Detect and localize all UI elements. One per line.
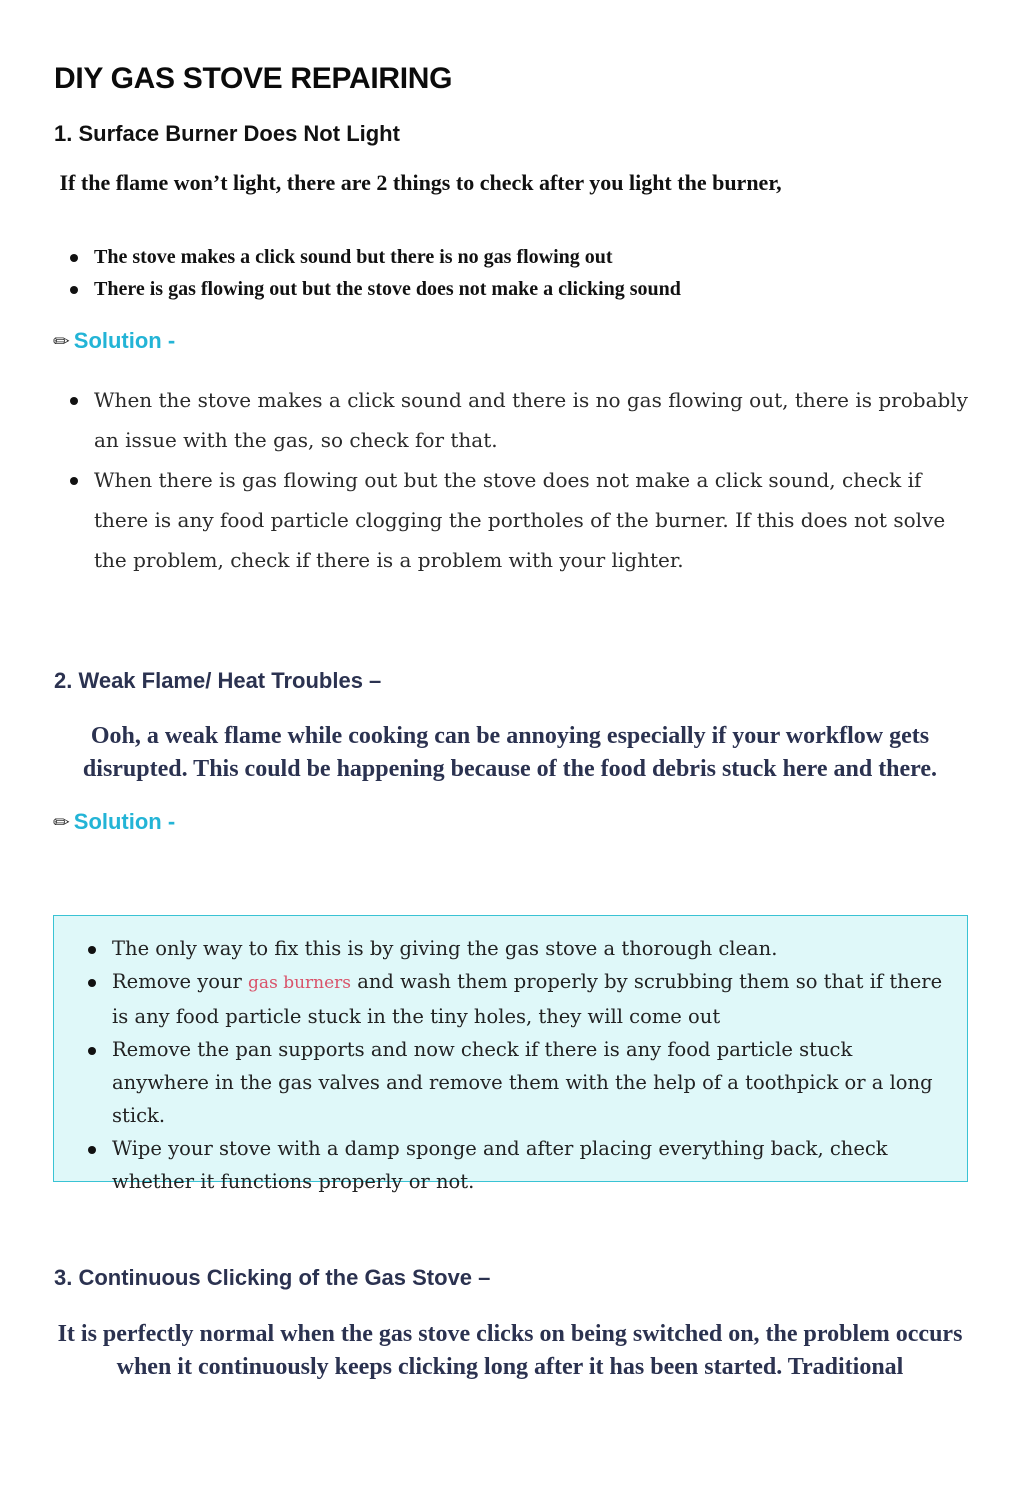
- pencil-icon: ✏: [53, 331, 70, 353]
- list-item-text: The only way to fix this is by giving the gas stove a thorough clean.: [112, 937, 778, 960]
- list-item: [54, 380, 974, 460]
- bullet-icon: [70, 397, 78, 405]
- list-item: [72, 932, 952, 965]
- list-item-text: Remove your: [112, 970, 249, 993]
- pencil-icon: ✏: [53, 812, 70, 834]
- list-item-text: Wipe your stove with a damp sponge and after placing everything back, check whether it functions properly or not.: [112, 1137, 888, 1193]
- section2-paragraph: Ooh, a weak flame while cooking can be annoying especially if your workflow gets disrupted. This could be happening because of the food debris stuck here and there.: [82, 723, 938, 782]
- section2-solution-label: [53, 809, 175, 835]
- section1-solution-label: [53, 328, 175, 354]
- list-item-text: There is gas flowing out but the stove does not make a clicking sound: [94, 278, 681, 300]
- bullet-icon: [70, 477, 78, 485]
- list-item-text: When there is gas flowing out but the stove does not make a click sound, check if there is any food particle clogging the portholes of the burner. If this does not solve the problem, check if there is a problem with your lighter.: [94, 468, 946, 572]
- list-item: [54, 273, 954, 305]
- list-item: [72, 1033, 952, 1132]
- bullet-icon: [88, 1146, 96, 1154]
- list-item: [72, 965, 952, 1033]
- list-item: [54, 241, 954, 273]
- section1-solution-list: [54, 380, 974, 580]
- bullet-icon: [88, 1047, 96, 1055]
- list-item-text: The stove makes a click sound but there is no gas flowing out: [94, 246, 613, 268]
- section1-intro-text: If the flame won’t light, there are 2 things to check after you light the burner,: [59, 170, 782, 195]
- section1-heading: 1. Surface Burner Does Not Light: [54, 121, 400, 146]
- solution-label-text: Solution -: [73, 328, 176, 353]
- page-title: DIY GAS STOVE REPAIRING: [54, 62, 453, 95]
- list-item-text: and wash them properly by scrubbing them so that if there is any food particle stuck in the tiny holes, they will come out: [112, 970, 943, 1028]
- section3-paragraph: It is perfectly normal when the gas stove clicks on being switched on, the problem occurs when it continuously keeps clicking long after it has been started. Traditional: [57, 1321, 963, 1380]
- section2-steps-list: [72, 932, 952, 1198]
- list-item: [54, 460, 974, 580]
- list-item-text: When the stove makes a click sound and there is no gas flowing out, there is probably an issue with the gas, so check for that.: [94, 388, 968, 452]
- section2-heading: 2. Weak Flame/ Heat Troubles –: [54, 668, 382, 693]
- bullet-icon: [70, 286, 78, 294]
- bullet-icon: [88, 946, 96, 954]
- list-item-text: Remove the pan supports and now check if there is any food particle stuck anywhere in the gas valves and remove them with the help of a toothpick or a long stick.: [112, 1038, 933, 1127]
- solution-label-text: Solution -: [73, 809, 176, 834]
- solution-box: [53, 915, 968, 1193]
- section1-check-list: [54, 241, 954, 305]
- section1-intro: [54, 170, 894, 195]
- bullet-icon: [88, 979, 96, 987]
- list-item: [72, 1132, 952, 1198]
- gas-burners-link[interactable]: gas burners: [248, 973, 352, 993]
- section3-heading: 3. Continuous Clicking of the Gas Stove –: [54, 1265, 491, 1290]
- bullet-icon: [70, 254, 78, 262]
